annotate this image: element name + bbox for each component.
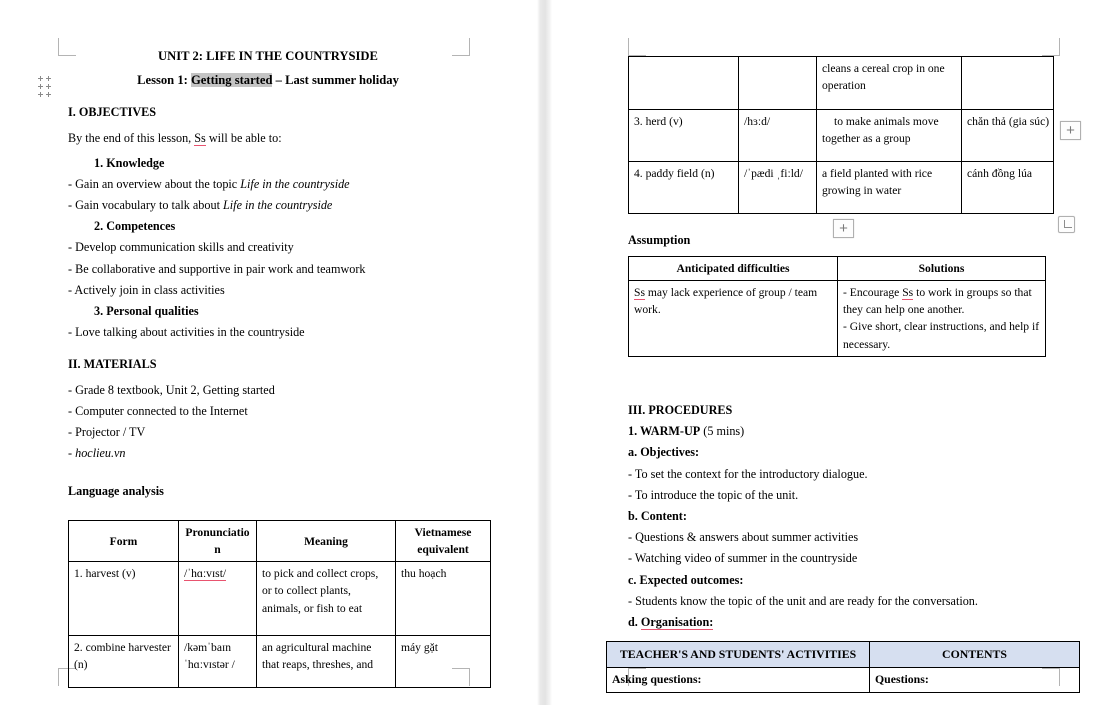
knowledge-item-2	[68, 199, 468, 211]
content-item-2: - Watching video of summer in the countryside	[628, 551, 858, 566]
language-analysis-heading: Language analysis	[68, 484, 164, 499]
cell-meaning[interactable]: to pick and collect crops, or to collect plants, animals, or fish to eat	[257, 562, 396, 636]
cell-contents[interactable]: Questions:	[870, 668, 1080, 692]
warmup-title: 1. WARM-UP	[628, 424, 701, 439]
intro-before: By the end of this lesson,	[68, 131, 195, 146]
margin-mark-top-left	[628, 38, 646, 56]
competences-item-3: - Actively join in class activities	[68, 282, 225, 297]
knowledge-heading: 1. Knowledge	[94, 155, 165, 170]
table-resize-handle[interactable]	[1058, 216, 1075, 233]
procedures-heading: III. PROCEDURES	[628, 403, 733, 417]
paragraph-drag-handle[interactable]	[38, 76, 52, 98]
procedures-table	[606, 641, 1080, 693]
spellcheck-word: Ss	[902, 286, 914, 300]
margin-mark-top-right	[1042, 38, 1060, 56]
knowledge-item-1-topic: Life in the countryside	[240, 176, 350, 191]
warmup-duration: (5 mins)	[700, 424, 745, 439]
document-subtitle	[68, 74, 468, 87]
page-right	[552, 0, 1094, 705]
cell-meaning[interactable]: cleans a cereal crop in one operation	[817, 57, 962, 110]
page-left	[0, 0, 537, 705]
table-row	[629, 162, 1054, 214]
table-row	[607, 668, 1080, 692]
language-analysis-continued-table-wrap	[628, 56, 1054, 214]
objectives-item-2: - To introduce the topic of the unit.	[628, 487, 799, 502]
language-analysis-table-wrap	[68, 520, 491, 688]
cell-vietnamese[interactable]: thu hoạch	[396, 562, 491, 636]
materials-item-4: - hoclieu.vn	[68, 446, 126, 461]
table-header-row	[629, 257, 1046, 281]
assumption-table	[628, 256, 1046, 357]
procedures-table-wrap	[606, 641, 1080, 693]
column-header-anticipated-difficulties: Anticipated difficulties	[629, 257, 838, 281]
content-item-1: - Questions & answers about summer activities	[628, 530, 859, 545]
table-header-row	[69, 521, 491, 562]
cell-meaning[interactable]: an agricultural machine that reaps, threshes, and	[257, 636, 396, 688]
cell-pronunciation[interactable]: /ˈpædi ˌfiːld/	[739, 162, 817, 214]
intro-after: will be able to:	[205, 131, 282, 146]
knowledge-item-2-topic: Life in the countryside	[223, 198, 333, 212]
subtitle-suffix: – Last summer holiday	[272, 72, 399, 87]
column-header-form: Form	[69, 521, 179, 562]
table-row	[629, 110, 1054, 162]
organisation-label: Organisation:	[640, 615, 714, 630]
spellcheck-word: /ˈhɑːvɪst/	[184, 567, 227, 581]
objectives-item-1: - To set the context for the introductory dialogue.	[628, 466, 868, 481]
objectives-label: a. Objectives:	[628, 445, 700, 460]
subtitle-highlight: Getting started	[190, 72, 273, 87]
competences-item-2: - Be collaborative and supportive in pair work and teamwork	[68, 261, 366, 276]
assumption-heading: Assumption	[628, 233, 691, 247]
cell-vietnamese[interactable]: chăn thả (gia súc)	[962, 110, 1054, 162]
table-row	[629, 57, 1054, 110]
left-page-body	[68, 50, 468, 507]
cell-activities[interactable]: Asking questions:	[607, 668, 870, 692]
personal-qualities-heading: 3. Personal qualities	[94, 304, 199, 319]
cell-pronunciation[interactable]: /kəmˈbaɪn ˈhɑːvɪstər /	[179, 636, 257, 688]
table-header-row	[607, 642, 1080, 668]
spellcheck-word: Ss	[194, 131, 206, 146]
solution-2: - Give short, clear instructions, and help if necessary.	[843, 320, 1040, 351]
knowledge-item-1	[68, 178, 468, 190]
cell-form[interactable]: 3. herd (v)	[629, 110, 739, 162]
personal-qualities-item-1: - Love talking about activities in the countryside	[68, 325, 305, 340]
table-row	[69, 562, 491, 636]
insert-row-button-below[interactable]: +	[833, 219, 854, 238]
table-row	[69, 636, 491, 688]
materials-item-2: - Computer connected to the Internet	[68, 403, 248, 418]
knowledge-item-1-text: - Gain an overview about the topic	[68, 176, 241, 191]
insert-row-button[interactable]: +	[1060, 121, 1081, 140]
cell-form[interactable]: 2. combine harvester (n)	[69, 636, 179, 688]
cell-pronunciation[interactable]: /hɜːd/	[739, 110, 817, 162]
objectives-heading: I. OBJECTIVES	[68, 105, 157, 120]
knowledge-item-2-text: - Gain vocabulary to talk about	[68, 198, 224, 212]
column-header-solutions: Solutions	[838, 257, 1046, 281]
materials-heading: II. MATERIALS	[68, 357, 157, 372]
page-gutter-divider	[537, 0, 552, 705]
column-header-pronunciation: Pronunciatio n	[179, 521, 257, 562]
cell-solutions[interactable]	[838, 281, 1046, 357]
cell-vietnamese[interactable]: cánh đồng lúa	[962, 162, 1054, 214]
document-title: UNIT 2: LIFE IN THE COUNTRYSIDE	[158, 49, 378, 63]
language-analysis-table	[68, 520, 491, 688]
column-header-vietnamese: Vietnamese equivalent	[396, 521, 491, 562]
organisation-prefix: d.	[628, 615, 641, 630]
cell-difficulty[interactable]	[629, 281, 838, 357]
solution-1-after: to work in groups so that they can help one another.	[843, 286, 1032, 317]
cell-vietnamese[interactable]: máy gặt	[396, 636, 491, 688]
cell-form[interactable]: 1. harvest (v)	[69, 562, 179, 636]
cell-vietnamese[interactable]	[962, 57, 1054, 110]
assumption-section	[628, 234, 1058, 255]
assumption-table-wrap	[628, 256, 1046, 357]
objectives-intro	[68, 132, 468, 144]
materials-item-1: - Grade 8 textbook, Unit 2, Getting started	[68, 382, 275, 397]
subtitle-prefix: Lesson 1:	[137, 72, 191, 87]
cell-meaning[interactable]: a field planted with rice growing in water	[817, 162, 962, 214]
difficulty-rest: may lack experience of group / team work.	[634, 286, 818, 317]
spellcheck-word: Ss	[634, 286, 645, 300]
materials-item-3: - Projector / TV	[68, 425, 146, 440]
cell-meaning[interactable]: to make animals move together as a group	[817, 110, 962, 162]
column-header-activities: TEACHER'S AND STUDENTS' ACTIVITIES	[607, 642, 870, 668]
competences-item-1: - Develop communication skills and creativity	[68, 240, 294, 255]
cell-form[interactable]: 4. paddy field (n)	[629, 162, 739, 214]
column-header-contents: CONTENTS	[870, 642, 1080, 668]
competences-heading: 2. Competences	[94, 219, 176, 234]
organisation-line	[628, 616, 1058, 628]
outcomes-item-1: - Students know the topic of the unit and are ready for the conversation.	[628, 593, 978, 608]
warmup-line	[628, 425, 1058, 437]
outcomes-label: c. Expected outcomes:	[628, 572, 744, 587]
cell-pronunciation[interactable]	[739, 57, 817, 110]
solution-1-before: - Encourage	[843, 286, 903, 300]
language-analysis-continued-table	[628, 56, 1054, 214]
content-label: b. Content:	[628, 509, 687, 524]
cell-form[interactable]	[629, 57, 739, 110]
table-row	[629, 281, 1046, 357]
procedures-section	[628, 404, 1058, 637]
cell-pronunciation[interactable]	[179, 562, 257, 636]
column-header-meaning: Meaning	[257, 521, 396, 562]
